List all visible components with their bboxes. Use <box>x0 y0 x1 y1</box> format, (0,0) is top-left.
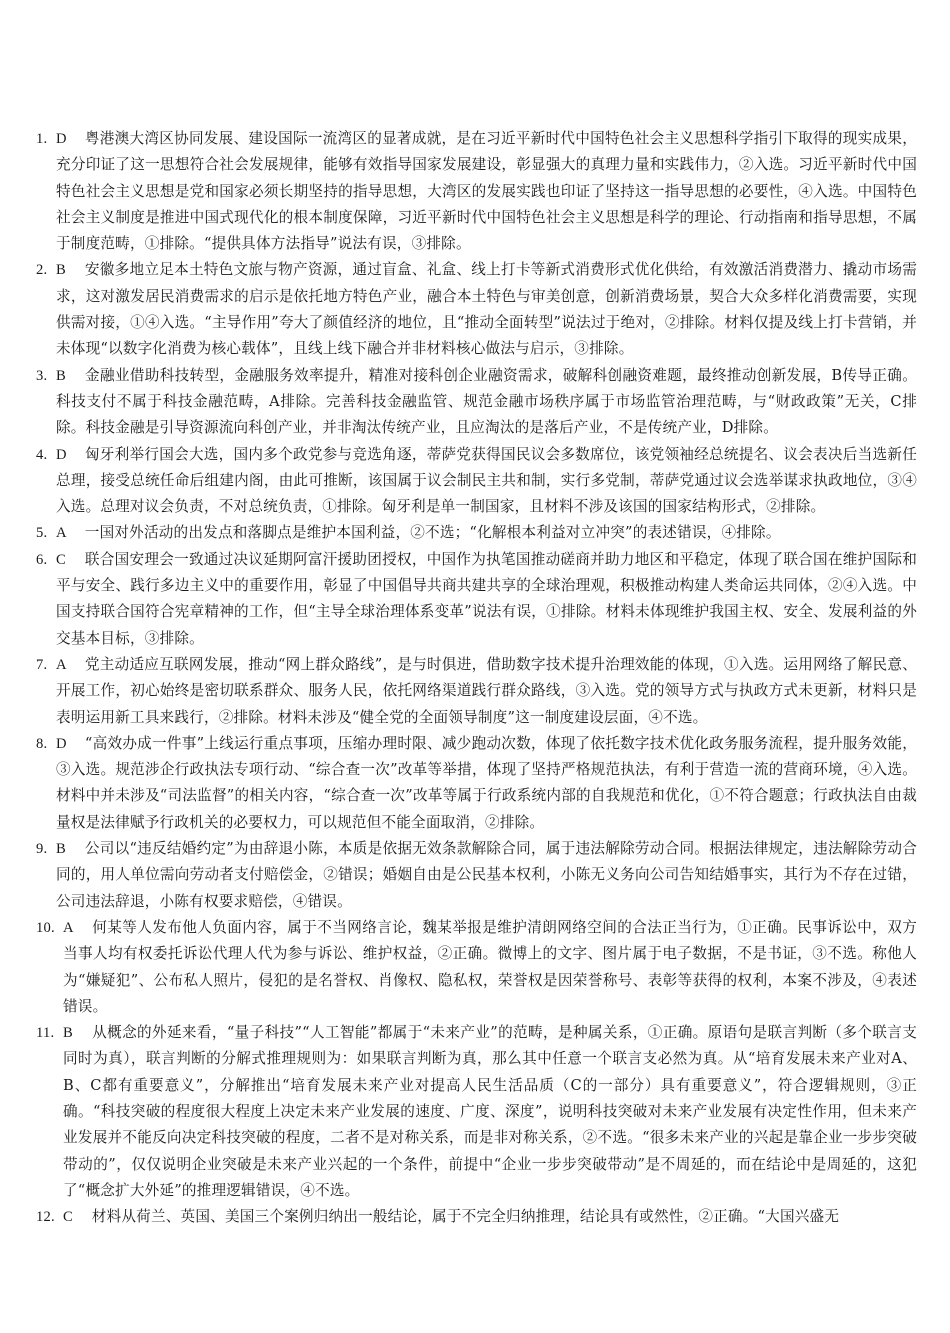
answer-item <box>36 1204 917 1230</box>
item-explanation: 材料从荷兰、英国、美国三个案例归纳出一般结论，属于不完全归纳推理，结论具有或然性，②正确。“大国兴盛无 <box>77 1208 840 1226</box>
item-explanation: 粤港澳大湾区协同发展、建设国际一流湾区的显著成就，是在习近平新时代中国特色社会主义思想科学指引下取得的现实成果，充分印证了这一思想符合社会发展规律，能够有效指导国家发展建设，彰显强大的真理力量和实践伟力，②入选。习近平新时代中国特色社会主义思想是党和国家必须长期坚持的指导思想，大湾区的发展实践也印证了坚持这一指导思想的必要性，④入选。中国特色社会主义制度是推进中国式现代化的根本制度保障，习近平新时代中国特色社会主义思想是科学的理论、行动指南和指导思想，不属于制度范畴，①排除。“提供具体方法指导”说法有误，③排除。 <box>56 130 917 253</box>
answer-item <box>36 126 917 257</box>
item-number: 5. <box>36 525 48 542</box>
item-number: 3. <box>36 367 48 384</box>
item-explanation: 公司以“违反结婚约定”为由辞退小陈，本质是依据无效条款解除合同，属于违法解除劳动合同。根据法律规定，违法解除劳动合同的，用人单位需向劳动者支付赔偿金，②错误；婚姻自由是公民基本权利，小陈无义务向公司告知结婚事实，其行为不存在过错，公司违法辞退，小陈有权要求赔偿，④错误。 <box>56 840 917 910</box>
answer-item <box>36 915 917 1020</box>
item-answer: A <box>56 525 67 542</box>
item-explanation: 从概念的外延来看，“量子科技”“人工智能”都属于“未来产业”的范畴，是种属关系，①正确。原语句是联言判断（多个联言支同时为真），联言判断的分解式推理规则为：如果联言判断为真，那么其中任意一个联言支必然为真。从“培育发展未来产业对A、B、C都有重要意义”，分解推出“培育发展未来产业对提高人民生活品质（C的一部分）具有重要意义”，符合逻辑规则，③正确。“科技突破的程度很大程度上决定未来产业发展的速度、广度、深度”，说明科技突破对未来产业发展有决定性作用，但未来产业发展并不能反向决定科技突破的程度，二者不是对称关系，而是非对称关系，②不选。“很多未来产业的兴起是靠企业一步步突破带动的”，仅仅说明企业突破是未来产业兴起的一个条件，前提中“企业一步步突破带动”是不周延的，而在结论中是周延的，这犯了“概念扩大外延”的推理逻辑错误，④不选。 <box>63 1024 917 1199</box>
item-number: 6. <box>36 551 48 568</box>
item-answer: B <box>56 262 66 279</box>
item-number: 10. <box>36 919 55 936</box>
answer-item <box>36 652 917 731</box>
item-explanation: 匈牙利举行国会大选，国内多个政党参与竞选角逐，蒂萨党获得国民议会多数席位，该党领袖经总统提名、议会表决后当选新任总理，接受总统任命后组建内阁，由此可推断，该国属于议会制民主共和制，实行多党制，蒂萨党通过议会选举谋求执政地位，③④入选。总理对议会负责，不对总统负责，①排除。匈牙利是单一制国家，且材料不涉及该国的国家结构形式，②排除。 <box>56 445 917 516</box>
item-answer: B <box>63 1025 73 1042</box>
item-explanation: “高效办成一件事”上线运行重点事项，压缩办理时限、减少跑动次数，体现了依托数字技术优化政务服务流程，提升服务效能，③入选。规范涉企行政执法专项行动、“综合查一次”改革等举措，体现了坚持严格规范执法，有利于营造一流的营商环境，④入选。材料中并未涉及“司法监督”的相关内容，“综合查一次”改革等属于行政系统内部的自我规范和优化，①不符合题意；行政执法自由裁量权是法律赋予行政机关的必要权力，可以规范但不能全面取消，②排除。 <box>56 734 917 831</box>
item-answer: C <box>63 1209 73 1226</box>
answer-key <box>36 126 917 1230</box>
item-answer: B <box>56 841 66 858</box>
item-answer: A <box>56 656 67 673</box>
answer-item <box>36 257 917 362</box>
item-answer: B <box>56 367 66 384</box>
answer-item <box>36 363 917 442</box>
answer-item <box>36 442 917 521</box>
item-number: 1. <box>36 131 48 147</box>
item-number: 12. <box>36 1209 55 1226</box>
item-answer: D <box>56 446 67 463</box>
answer-item <box>36 1020 917 1204</box>
item-answer: D <box>56 131 67 147</box>
item-explanation: 一国对外活动的出发点和落脚点是维护本国利益，②不选；“化解根本利益对立冲突”的表述错误，④排除。 <box>70 524 781 542</box>
item-explanation: 安徽多地立足本土特色文旅与物产资源，通过盲盒、礼盒、线上打卡等新式消费形式优化供给，有效激活消费潜力、撬动市场需求，这对激发居民消费需求的启示是依托地方特色产业，融合本土特色与审美创意，创新消费场景，契合大众多样化消费需要，实现供需对接，①④入选。“主导作用”夸大了颜值经济的地位，且“推动全面转型”说法过于绝对，②排除。材料仅提及线上打卡营销，并未体现“以数字化消费为核心载体”，且线上线下融合并非材料核心做法与启示，③排除。 <box>56 261 917 358</box>
item-number: 8. <box>36 735 48 752</box>
answer-item <box>36 547 917 652</box>
item-answer: D <box>56 735 67 752</box>
item-answer: A <box>63 919 74 936</box>
item-number: 2. <box>36 262 48 279</box>
answer-item <box>36 520 917 546</box>
item-explanation: 何某等人发布他人负面内容，属于不当网络言论，魏某举报是维护清朗网络空间的合法正当行为，①正确。民事诉讼中，双方当事人均有权委托诉讼代理人代为参与诉讼、维护权益，②正确。微博上的文字、图片属于电子数据，不是书证，③不选。称他人为“嫌疑犯”、公布私人照片，侵犯的是名誉权、肖像权、隐私权，荣誉权是因荣誉称号、表彰等获得的权利，本案不涉及，④表述错误。 <box>63 918 917 1015</box>
item-number: 7. <box>36 656 48 673</box>
item-answer: C <box>56 551 66 568</box>
item-explanation: 联合国安理会一致通过决议延期阿富汗援助团授权，中国作为执笔国推动磋商并助力地区和平稳定，体现了联合国在维护国际和平与安全、践行多边主义中的重要作用，彰显了中国倡导共商共建共享的全球治理观，积极推动构建人类命运共同体，②④入选。中国支持联合国符合宪章精神的工作，但“主导全球治理体系变革”说法有误，①排除。材料未体现维护我国主权、安全、发展利益的外交基本目标，③排除。 <box>56 550 917 647</box>
answer-item <box>36 836 917 915</box>
item-explanation: 金融业借助科技转型，金融服务效率提升，精准对接科创企业融资需求，破解科创融资难题，最终推动创新发展，B传导正确。科技支付不属于科技金融范畴，A排除。完善科技金融监管、规范金融市场秩序属于市场监管治理范畴，与“财政政策”无关，C排除。科技金融是引导资源流向科创产业，并非淘汰传统产业，且应淘汰的是落后产业，不是传统产业，D排除。 <box>56 366 917 437</box>
item-number: 11. <box>36 1025 55 1042</box>
item-number: 4. <box>36 446 48 463</box>
answer-item <box>36 731 917 836</box>
item-explanation: 党主动适应互联网发展，推动“网上群众路线”，是与时俱进，借助数字技术提升治理效能的体现，①入选。运用网络了解民意、开展工作，初心始终是密切联系群众、服务人民，依托网络渠道践行群众路线，③入选。党的领导方式与执政方式未更新，材料只是表明运用新工具来践行，②排除。材料未涉及“健全党的全面领导制度”这一制度建设层面，④不选。 <box>56 655 917 726</box>
item-number: 9. <box>36 841 48 858</box>
